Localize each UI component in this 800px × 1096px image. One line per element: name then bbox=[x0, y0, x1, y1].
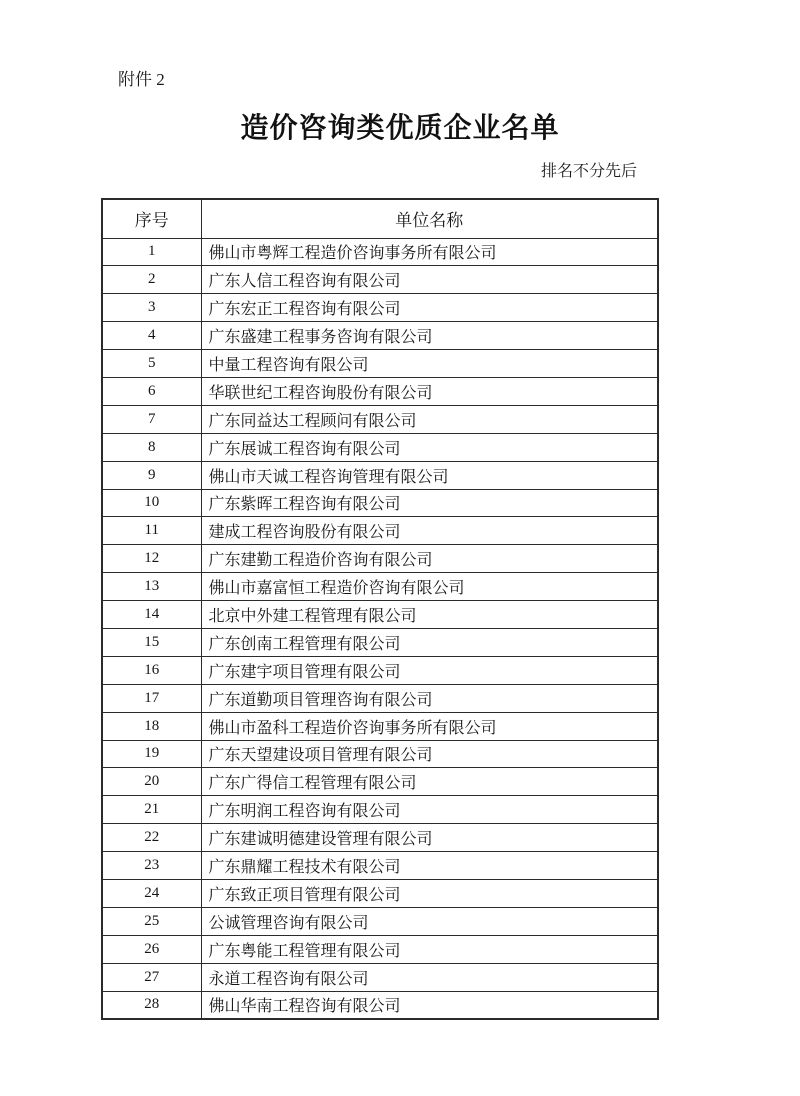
row-number-cell: 18 bbox=[102, 712, 201, 740]
company-name-cell: 广东建宇项目管理有限公司 bbox=[201, 656, 658, 684]
row-number-cell: 19 bbox=[102, 740, 201, 768]
company-name-cell: 广东展诚工程咨询有限公司 bbox=[201, 433, 658, 461]
table-row bbox=[102, 517, 658, 545]
row-number-cell: 21 bbox=[102, 796, 201, 824]
table-row bbox=[102, 796, 658, 824]
table-row bbox=[102, 294, 658, 322]
company-name-cell: 广东建诚明德建设管理有限公司 bbox=[201, 824, 658, 852]
table-row bbox=[102, 768, 658, 796]
row-number-cell: 5 bbox=[102, 350, 201, 378]
table-row bbox=[102, 935, 658, 963]
company-name-cell: 广东鼎耀工程技术有限公司 bbox=[201, 852, 658, 880]
company-name-cell: 广东创南工程管理有限公司 bbox=[201, 628, 658, 656]
row-number-cell: 17 bbox=[102, 684, 201, 712]
company-name-cell: 建成工程咨询股份有限公司 bbox=[201, 517, 658, 545]
company-name-cell: 广东粤能工程管理有限公司 bbox=[201, 935, 658, 963]
attachment-label: 附件 2 bbox=[118, 70, 165, 89]
company-name-cell: 广东紫晖工程咨询有限公司 bbox=[201, 489, 658, 517]
row-number-cell: 8 bbox=[102, 433, 201, 461]
company-name-cell: 佛山市嘉富恒工程造价咨询有限公司 bbox=[201, 573, 658, 601]
company-name-cell: 广东同益达工程顾问有限公司 bbox=[201, 405, 658, 433]
table-row bbox=[102, 377, 658, 405]
company-name-cell: 广东广得信工程管理有限公司 bbox=[201, 768, 658, 796]
table-row bbox=[102, 573, 658, 601]
table-row bbox=[102, 712, 658, 740]
row-number-cell: 2 bbox=[102, 266, 201, 294]
company-name-cell: 广东明润工程咨询有限公司 bbox=[201, 796, 658, 824]
table-row bbox=[102, 322, 658, 350]
table-row bbox=[102, 656, 658, 684]
company-table-body bbox=[102, 238, 658, 1019]
company-name-cell: 华联世纪工程咨询股份有限公司 bbox=[201, 377, 658, 405]
table-row bbox=[102, 601, 658, 629]
table-row bbox=[102, 684, 658, 712]
company-name-cell: 广东天望建设项目管理有限公司 bbox=[201, 740, 658, 768]
table-row bbox=[102, 238, 658, 266]
company-name-cell: 北京中外建工程管理有限公司 bbox=[201, 601, 658, 629]
company-name-cell: 佛山市天诚工程咨询管理有限公司 bbox=[201, 461, 658, 489]
row-number-cell: 28 bbox=[102, 991, 201, 1019]
table-header-row bbox=[102, 199, 658, 238]
row-number-cell: 14 bbox=[102, 601, 201, 629]
company-name-cell: 佛山市粤辉工程造价咨询事务所有限公司 bbox=[201, 238, 658, 266]
row-number-cell: 4 bbox=[102, 322, 201, 350]
row-number-cell: 16 bbox=[102, 656, 201, 684]
row-number-cell: 9 bbox=[102, 461, 201, 489]
company-name-cell: 佛山华南工程咨询有限公司 bbox=[201, 991, 658, 1019]
row-number-cell: 1 bbox=[102, 238, 201, 266]
row-number-cell: 24 bbox=[102, 879, 201, 907]
row-number-cell: 11 bbox=[102, 517, 201, 545]
table-row bbox=[102, 991, 658, 1019]
row-number-cell: 13 bbox=[102, 573, 201, 601]
company-name-cell: 广东建勤工程造价咨询有限公司 bbox=[201, 545, 658, 573]
table-row bbox=[102, 461, 658, 489]
company-name-cell: 公诚管理咨询有限公司 bbox=[201, 907, 658, 935]
company-name-cell: 广东盛建工程事务咨询有限公司 bbox=[201, 322, 658, 350]
row-number-cell: 12 bbox=[102, 545, 201, 573]
row-number-cell: 22 bbox=[102, 824, 201, 852]
row-number-cell: 15 bbox=[102, 628, 201, 656]
row-number-cell: 20 bbox=[102, 768, 201, 796]
header-unit-name: 单位名称 bbox=[201, 199, 658, 238]
table-row bbox=[102, 545, 658, 573]
company-name-cell: 广东道勤项目管理咨询有限公司 bbox=[201, 684, 658, 712]
row-number-cell: 3 bbox=[102, 294, 201, 322]
row-number-cell: 10 bbox=[102, 489, 201, 517]
table-row bbox=[102, 405, 658, 433]
table-row bbox=[102, 963, 658, 991]
company-table bbox=[101, 198, 659, 1020]
row-number-cell: 6 bbox=[102, 377, 201, 405]
row-number-cell: 25 bbox=[102, 907, 201, 935]
table-row bbox=[102, 824, 658, 852]
table-row bbox=[102, 628, 658, 656]
company-name-cell: 永道工程咨询有限公司 bbox=[201, 963, 658, 991]
table-row bbox=[102, 266, 658, 294]
page-title: 造价咨询类优质企业名单 bbox=[240, 113, 560, 144]
company-name-cell: 佛山市盈科工程造价咨询事务所有限公司 bbox=[201, 712, 658, 740]
row-number-cell: 7 bbox=[102, 405, 201, 433]
company-name-cell: 中量工程咨询有限公司 bbox=[201, 350, 658, 378]
company-name-cell: 广东人信工程咨询有限公司 bbox=[201, 266, 658, 294]
table-row bbox=[102, 852, 658, 880]
table-row bbox=[102, 350, 658, 378]
row-number-cell: 26 bbox=[102, 935, 201, 963]
company-name-cell: 广东宏正工程咨询有限公司 bbox=[201, 294, 658, 322]
row-number-cell: 27 bbox=[102, 963, 201, 991]
row-number-cell: 23 bbox=[102, 852, 201, 880]
table-row bbox=[102, 433, 658, 461]
table-row bbox=[102, 740, 658, 768]
company-name-cell: 广东致正项目管理有限公司 bbox=[201, 879, 658, 907]
table-row bbox=[102, 879, 658, 907]
table-row bbox=[102, 907, 658, 935]
table-row bbox=[102, 489, 658, 517]
header-index: 序号 bbox=[102, 199, 201, 238]
ranking-note: 排名不分先后 bbox=[540, 163, 637, 180]
